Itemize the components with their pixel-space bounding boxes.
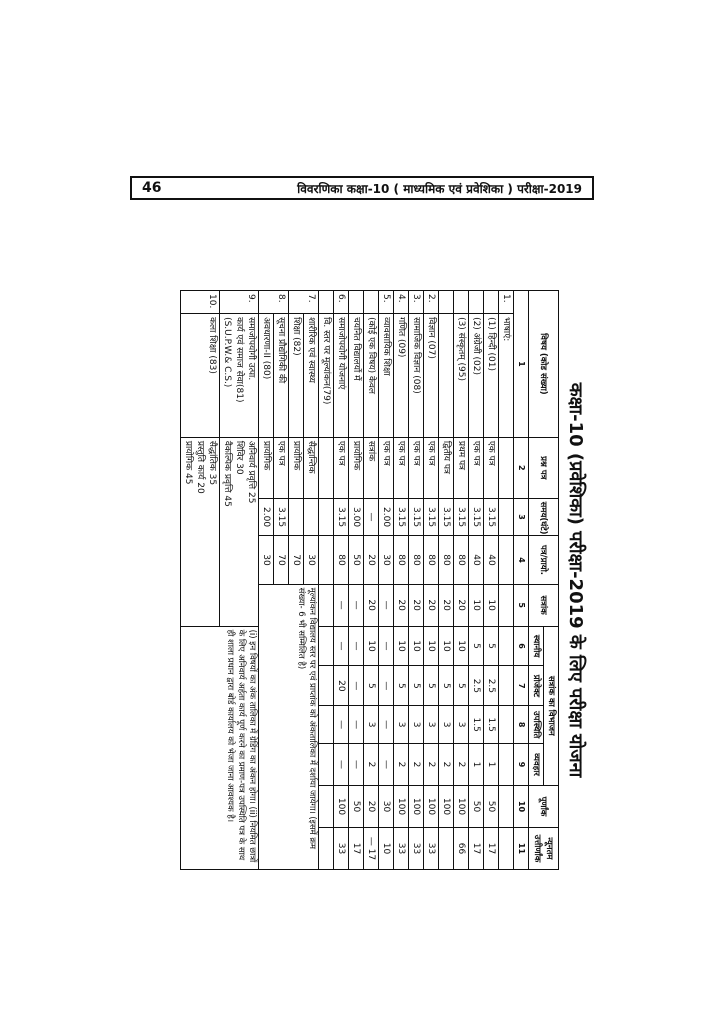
row-subject: सूचना प्रौद्योगिकी की: [274, 314, 289, 438]
col-num: 6: [514, 626, 529, 666]
row-total: 30: [379, 786, 394, 828]
row-paper: सत्रांक: [364, 437, 379, 498]
row-project: 2.5: [484, 666, 499, 706]
table-row: [394, 291, 409, 870]
row-subject: (2) अंग्रेजी (02): [469, 314, 484, 438]
row-subject: शारीरिक एवं स्वास्थ्य: [304, 314, 319, 438]
row-time: 2.00: [259, 498, 274, 536]
row-paper: प्रायोगिक: [349, 437, 364, 498]
page-header: [130, 176, 594, 200]
row-local: [499, 626, 514, 666]
row-subject: (3) संस्कृतम् (95): [454, 314, 469, 438]
row-subject: (1) हिन्दी (01): [484, 314, 499, 438]
row-time: 3.15: [469, 498, 484, 536]
row-subject: [220, 314, 259, 438]
row-sn: 7.: [289, 291, 319, 314]
row-sessional: 10: [484, 584, 499, 626]
hdr-local: स्थानीय: [529, 626, 544, 666]
row-paper: एक पत्र: [274, 437, 289, 498]
row-marks: 80: [424, 536, 439, 584]
table-row: [349, 291, 364, 870]
row-minimum: 33: [334, 827, 349, 869]
row-sn: 4.: [394, 291, 409, 314]
row-minimum: 66: [454, 827, 469, 869]
col-num: 9: [514, 744, 529, 786]
row-minimum: 17: [484, 827, 499, 869]
row-subject: अवधारणा-II (80): [259, 314, 274, 438]
row-attendance: 3: [394, 706, 409, 744]
row-total: 50: [349, 786, 364, 828]
row-marks: 20: [364, 536, 379, 584]
row-project: [319, 666, 334, 706]
hdr-time: समय(घंटे): [529, 498, 559, 536]
row-paper: प्रायोगिक: [259, 437, 274, 498]
row-sn: 3.: [409, 291, 424, 314]
hdr-attendance: उपस्थिति: [529, 706, 544, 744]
hdr-marks: पत्र/प्रायो.: [529, 536, 559, 584]
row-local: 10: [364, 626, 379, 666]
row-time: [499, 498, 514, 536]
row-subject: चयनित विद्यालयों में: [349, 314, 364, 438]
row-attendance: 3: [409, 706, 424, 744]
row-subject: विज्ञान (07): [424, 314, 439, 438]
row-attendance: —: [334, 706, 349, 744]
row-minimum: 33: [394, 827, 409, 869]
row-local: 10: [454, 626, 469, 666]
row-time: 3.15: [439, 498, 454, 536]
row-marks: 70: [274, 536, 289, 584]
row-local: 10: [439, 626, 454, 666]
row-local: 10: [424, 626, 439, 666]
row-minimum: — 17: [364, 827, 379, 869]
hdr-sessional: सत्रांक: [529, 584, 559, 626]
row-total: 100: [454, 786, 469, 828]
row-behaviour: [319, 744, 334, 786]
row-local: [319, 626, 334, 666]
row-minimum: [439, 827, 454, 869]
row-behaviour: 2: [364, 744, 379, 786]
row-project: 5: [454, 666, 469, 706]
row-marks: 40: [469, 536, 484, 584]
table-row: [499, 291, 514, 870]
hdr-project: प्रोजेक्ट: [529, 666, 544, 706]
note-9-10: (i) इन विषयों का अंक तालिका में ग्रेडिंग का अंकन होगा। (ii) नियमित छात्रों के लिए अनिवार्य अर्हता कार्य पूर्ण करने का प्रमाण-पत्र उपस्थिति पत्र के साथ ही शाला प्रधान द्वारा बोर्ड कार्यालय को भेजा जाना आवश्यक है।: [181, 626, 259, 869]
row-subject: व्यावसायिक शिक्षा: [379, 314, 394, 438]
row-sn: 6.: [334, 291, 349, 314]
row-project: 5: [439, 666, 454, 706]
row-sn: 5.: [379, 291, 394, 314]
row-marks: 30: [304, 536, 319, 584]
row-behaviour: 2: [424, 744, 439, 786]
row-paper: [499, 437, 514, 498]
row-subject: गणित (09): [394, 314, 409, 438]
col-num: 4: [514, 536, 529, 584]
table-row: [319, 291, 334, 870]
row-time: —: [364, 498, 379, 536]
row-local: 10: [409, 626, 424, 666]
row-paper: एक पत्र: [334, 437, 349, 498]
table-row: [379, 291, 394, 870]
row-minimum: 33: [424, 827, 439, 869]
row-sessional: —: [349, 584, 364, 626]
col-num: 2: [514, 437, 529, 498]
row-marks: 70: [289, 536, 304, 584]
table-row: [454, 291, 469, 870]
table-row: [220, 291, 259, 870]
row-time: 3.00: [349, 498, 364, 536]
row-time: 3.15: [424, 498, 439, 536]
row-time: 3.15: [394, 498, 409, 536]
row-marks: 30: [379, 536, 394, 584]
row-project: 5: [364, 666, 379, 706]
row-paper: प्रायोगिक: [289, 437, 304, 498]
row-total: [499, 786, 514, 828]
row-local: —: [334, 626, 349, 666]
component-line: अनिवार्य प्रवृत्ति 25: [246, 440, 256, 504]
col-num: 1: [514, 291, 529, 438]
row-sessional: [319, 584, 334, 626]
row-attendance: —: [379, 706, 394, 744]
row-attendance: —: [349, 706, 364, 744]
row-marks: [499, 536, 514, 584]
row-local: 5: [484, 626, 499, 666]
row-sessional: [499, 584, 514, 626]
row-attendance: 1.5: [484, 706, 499, 744]
row-sn: [484, 291, 499, 314]
row-sn: [364, 291, 379, 314]
row-subject: (कोई एक विषय) केवल: [364, 314, 379, 438]
row-attendance: [499, 706, 514, 744]
row-marks: 40: [484, 536, 499, 584]
row-sn: [319, 291, 334, 314]
hdr-minimum: न्यूनतम उत्तीर्णांक: [529, 827, 559, 869]
table-row: [424, 291, 439, 870]
row-marks: 50: [349, 536, 364, 584]
row-sessional: 10: [469, 584, 484, 626]
row-marks: 80: [409, 536, 424, 584]
row-total: 50: [469, 786, 484, 828]
row-sn: 2.: [424, 291, 439, 314]
row-subject: वि. स्तर पर मूल्यांकन(79): [319, 314, 334, 438]
row-subject: सामाजिक विज्ञान (08): [409, 314, 424, 438]
component-line: सैद्धांतिक 35: [207, 440, 217, 486]
row-marks: 30: [259, 536, 274, 584]
row-total: 100: [439, 786, 454, 828]
row-subject-line: (S.U.P.W.& C.S.): [222, 317, 232, 388]
row-minimum: 17: [469, 827, 484, 869]
table-row: [364, 291, 379, 870]
row-sessional: 20: [364, 584, 379, 626]
col-num: 11: [514, 827, 529, 869]
row-sn: [454, 291, 469, 314]
row-sn: 8.: [259, 291, 289, 314]
row-marks: 80: [334, 536, 349, 584]
row-attendance: 3: [424, 706, 439, 744]
row-subject-line: कार्य एवं समाज सेवा(81): [234, 317, 244, 403]
table-row: [304, 291, 319, 870]
row-total: [319, 786, 334, 828]
row-time: 3.15: [334, 498, 349, 536]
row-minimum: [319, 827, 334, 869]
table-row: [409, 291, 424, 870]
hdr-paper: प्रश्न पत्र: [529, 437, 559, 498]
row-behaviour: —: [379, 744, 394, 786]
row-total: 20: [364, 786, 379, 828]
row-time: 3.15: [484, 498, 499, 536]
row-total: 100: [424, 786, 439, 828]
row-marks: 80: [439, 536, 454, 584]
row-local: —: [349, 626, 364, 666]
page-number: 46: [142, 180, 162, 196]
row-total: 100: [409, 786, 424, 828]
row-project: —: [349, 666, 364, 706]
row-behaviour: 1: [469, 744, 484, 786]
row-subject: [439, 314, 454, 438]
row-paper: [319, 437, 334, 498]
row-attendance: 1.5: [469, 706, 484, 744]
row-local: —: [379, 626, 394, 666]
hdr-total: पूर्णांक: [529, 786, 559, 828]
component-line: प्रस्तुति कार्य 20: [195, 440, 205, 494]
table-row: [469, 291, 484, 870]
row-sessional: 20: [439, 584, 454, 626]
row-marks: [319, 536, 334, 584]
table-row: [484, 291, 499, 870]
row-paper: एक पत्र: [379, 437, 394, 498]
row-components: [220, 437, 259, 626]
row-attendance: 3: [454, 706, 469, 744]
row-time: [319, 498, 334, 536]
row-minimum: 17: [349, 827, 364, 869]
row-marks: 80: [454, 536, 469, 584]
table-row: [334, 291, 349, 870]
col-num: 5: [514, 584, 529, 626]
row-paper: द्वितीय पत्र: [439, 437, 454, 498]
row-sn: 10.: [181, 291, 220, 314]
hdr-sessional-division: सत्रांक का विभाजन: [544, 626, 559, 785]
row-paper: एक पत्र: [409, 437, 424, 498]
row-local: 5: [469, 626, 484, 666]
row-paper: एक पत्र: [394, 437, 409, 498]
hdr-behaviour: व्यवहार: [529, 744, 544, 786]
running-title: विवरणिका कक्षा-10 ( माध्यमिक एवं प्रवेशिका ) परीक्षा-2019: [297, 181, 582, 196]
row-sessional: 20: [409, 584, 424, 626]
component-line: शिविर 30: [234, 440, 244, 475]
row-subject: शिक्षा (82): [289, 314, 304, 438]
row-project: 5: [394, 666, 409, 706]
row-sessional: 20: [454, 584, 469, 626]
row-project: 2.5: [469, 666, 484, 706]
row-sessional: —: [334, 584, 349, 626]
row-sn: [469, 291, 484, 314]
exam-scheme-rotated: [115, 290, 593, 870]
row-project: 5: [424, 666, 439, 706]
row-attendance: [319, 706, 334, 744]
row-paper: प्रथम पत्र: [454, 437, 469, 498]
row-minimum: 10: [379, 827, 394, 869]
exam-scheme-table: [180, 290, 559, 870]
row-sessional: —: [379, 584, 394, 626]
col-num: 3: [514, 498, 529, 536]
row-sn: [349, 291, 364, 314]
row-time: 3.15: [409, 498, 424, 536]
row-behaviour: 1: [484, 744, 499, 786]
row-sessional: 20: [424, 584, 439, 626]
note-7-8: मूल्यांकन विद्यालय स्तर पर एवं प्राप्तांक को अंकतालिका में दर्शाया जायेगा। (इसमें क्रम संख्या- 6 भी सम्मिलित है): [259, 584, 319, 869]
row-subject: भाषाएं:: [499, 314, 514, 438]
row-total: 100: [334, 786, 349, 828]
table-row: [439, 291, 454, 870]
row-paper: सैद्धान्तिक: [304, 437, 319, 498]
row-subject: समाजोपयोगी योजनाएं: [334, 314, 349, 438]
row-behaviour: [499, 744, 514, 786]
column-number-row: [514, 291, 529, 870]
row-paper: एक पत्र: [484, 437, 499, 498]
col-num: 10: [514, 786, 529, 828]
row-project: 5: [409, 666, 424, 706]
row-subject-line: समाजोपयोगी उत्पा.: [246, 317, 256, 381]
row-paper: एक पत्र: [469, 437, 484, 498]
row-behaviour: 2: [409, 744, 424, 786]
row-time: 2.00: [379, 498, 394, 536]
row-subject: कला शिक्षा (83): [181, 314, 220, 438]
component-line: प्रायोगिक 45: [183, 440, 193, 485]
row-behaviour: 2: [439, 744, 454, 786]
row-local: 10: [394, 626, 409, 666]
row-sn: 9.: [220, 291, 259, 314]
row-total: 100: [394, 786, 409, 828]
col-num: 7: [514, 666, 529, 706]
row-behaviour: —: [334, 744, 349, 786]
col-num: 8: [514, 706, 529, 744]
row-total: 50: [484, 786, 499, 828]
row-paper: एक पत्र: [424, 437, 439, 498]
row-behaviour: 2: [394, 744, 409, 786]
row-attendance: 3: [364, 706, 379, 744]
row-project: —: [379, 666, 394, 706]
row-sn: 1.: [499, 291, 514, 314]
row-marks: 80: [394, 536, 409, 584]
row-behaviour: —: [349, 744, 364, 786]
row-minimum: 33: [409, 827, 424, 869]
scheme-title: कक्षा-10 (प्रवेशिका) परीक्षा-2019 के लिए परीक्षा योजना: [565, 382, 586, 778]
row-attendance: 3: [439, 706, 454, 744]
row-time: 3.15: [454, 498, 469, 536]
row-sessional: 20: [394, 584, 409, 626]
component-line: वैकल्पिक प्रवृत्ति 45: [222, 440, 232, 507]
row-sn: [439, 291, 454, 314]
row-behaviour: 2: [454, 744, 469, 786]
row-project: 20: [334, 666, 349, 706]
row-minimum: [499, 827, 514, 869]
hdr-subject: विषय (कोड संख्या): [529, 291, 559, 438]
row-project: [499, 666, 514, 706]
row-components: [181, 437, 220, 626]
row-time: 3.15: [274, 498, 289, 536]
